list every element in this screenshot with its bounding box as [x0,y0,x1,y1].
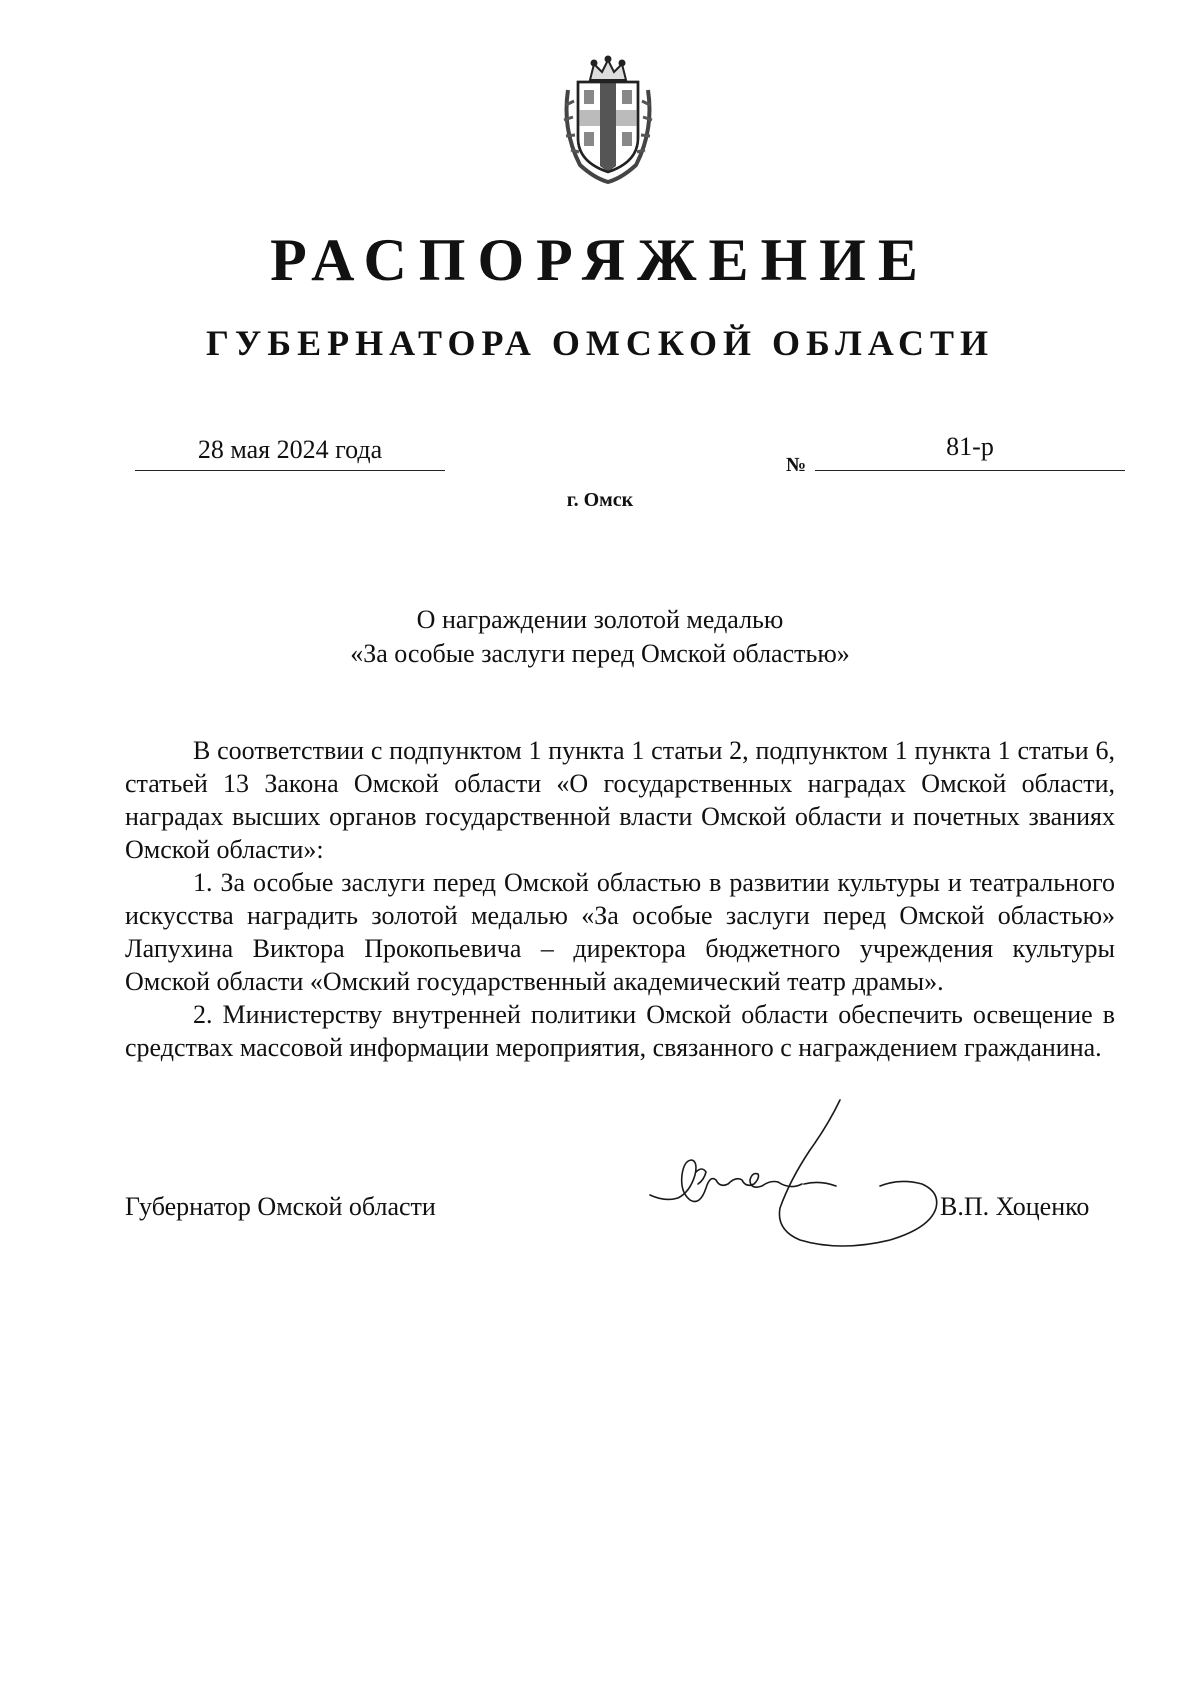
document-subtitle: ГУБЕРНАТОРА ОМСКОЙ ОБЛАСТИ [205,323,995,363]
number-sign: № [786,454,807,476]
clause-2-paragraph: 2. Министерству внутренней политики Омской области обеспечить освещение в средствах массовой информации мероприятия, связанного с награждением гражданина. [125,1000,1115,1062]
document-city: г. Омск [566,489,634,511]
document-number: 81-р [946,432,994,461]
signer-position: Губернатор Омской области [125,1192,436,1221]
coat-of-arms-icon [560,50,656,185]
preamble-paragraph: В соответствии с подпунктом 1 пункта 1 статьи 2, подпунктом 1 пункта 1 статьи 6, статьей 13 Закона Омской области «О государственных наградах Омской области, наградах высших органов государственной власти Омской области и почетных званиях Омской области»: [125,736,1115,864]
document-date: 28 мая 2024 года [197,435,383,464]
number-underline [815,470,1125,471]
signature-icon [640,1080,970,1260]
document-body [125,734,1115,1064]
document-subject [0,603,1200,671]
signer-name: В.П. Хоценко [940,1192,1090,1221]
document-title: РАСПОРЯЖЕНИЕ [270,227,930,293]
clause-1-paragraph: 1. За особые заслуги перед Омской областью в развитии культуры и театрального искусства наградить золотой медалью «За особые заслуги перед Омской областью» Лапухина Виктора Прокопьевича – директора бюджетного учреждения культуры Омской области «Омский государственный академический театр драмы». [125,868,1115,996]
subject-line-2: «За особые заслуги перед Омской областью» [350,639,850,668]
subject-line-1: О награждении золотой медалью [416,605,784,634]
date-underline [135,470,445,471]
